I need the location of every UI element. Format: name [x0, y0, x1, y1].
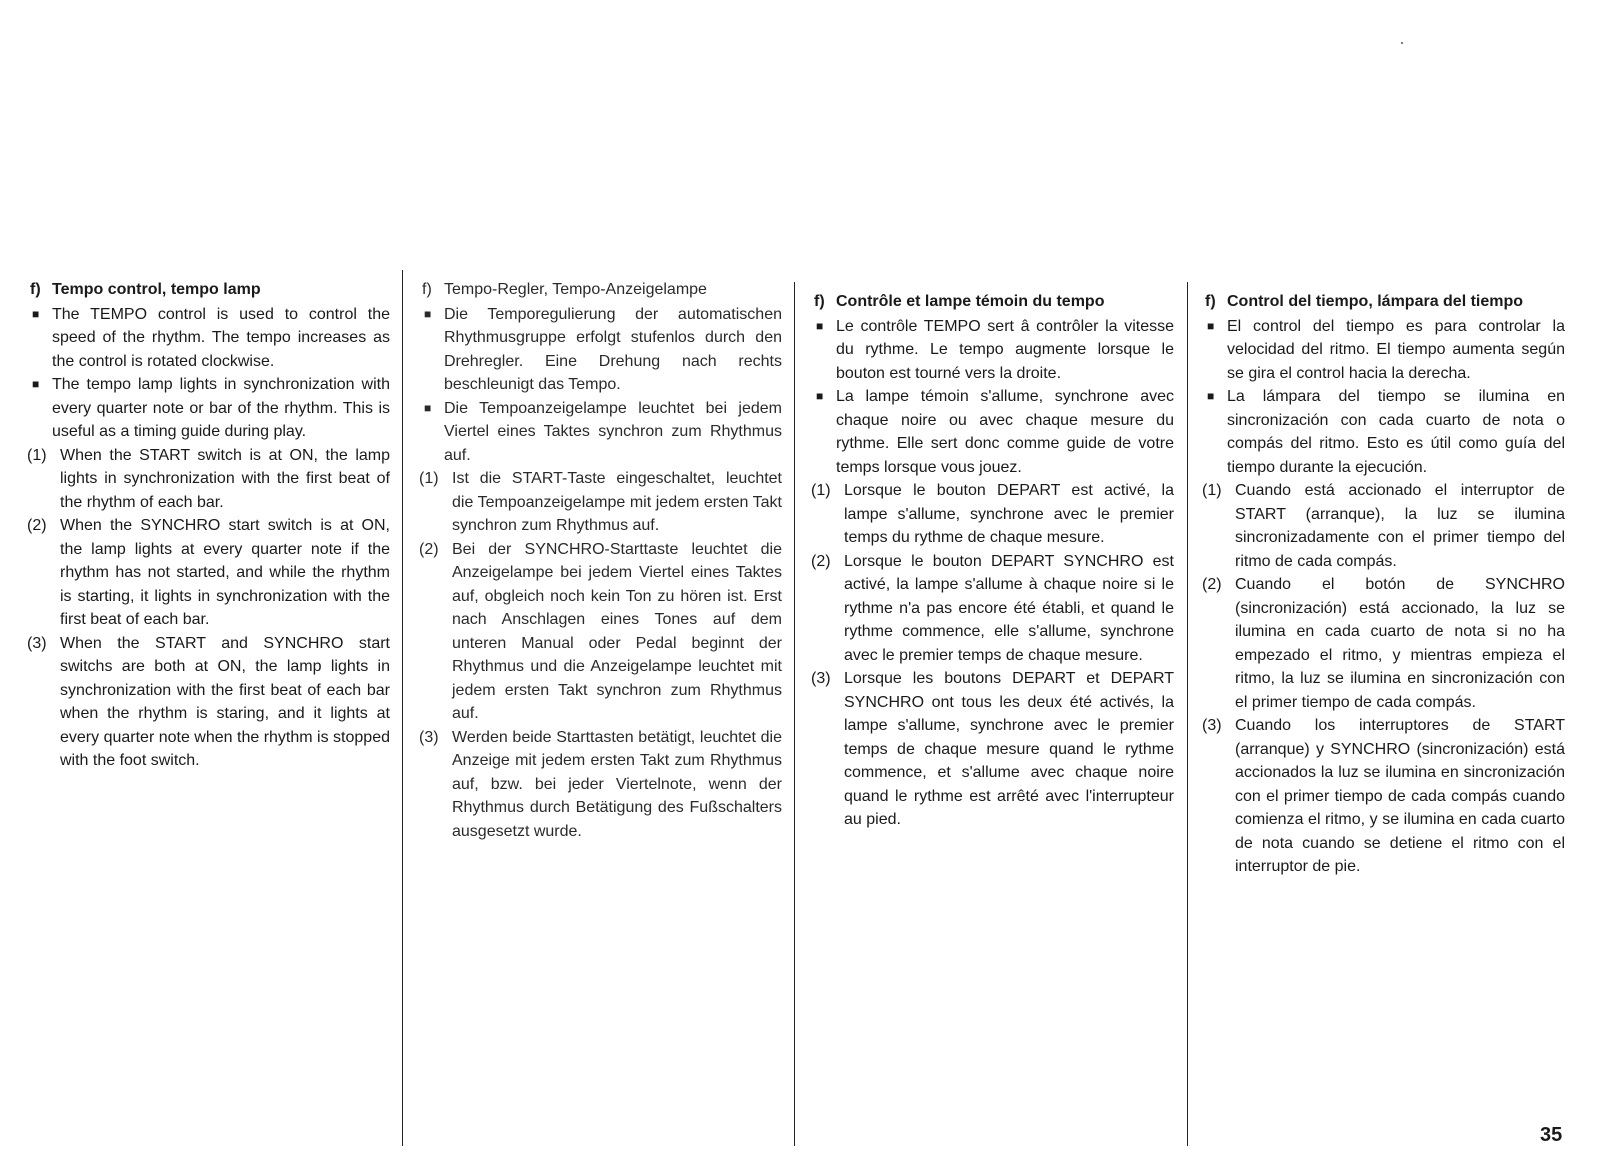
- bullet-item: [30, 303, 390, 374]
- bullet-square-icon: ■: [32, 377, 40, 391]
- item-text: The TEMPO control is used to control the speed of the rhythm. The tempo increases as the control is rotated clockwise.: [52, 305, 390, 370]
- item-text: Lorsque les boutons DEPART et DEPART SYNCHRO ont tous les deux été activés, la lampe s'allume, synchrone avec le premier temps de chaque mesure quand le rythme commence, et s'allume avec chaque noire quand le rythme est arrêté avec l'interrupteur au pied.: [844, 670, 1174, 828]
- section-heading: [30, 278, 390, 302]
- numbered-item: [419, 467, 782, 538]
- bullet-item: [30, 373, 390, 444]
- item-number: (3): [811, 670, 831, 687]
- item-number: (1): [419, 470, 439, 487]
- heading-text: Contrôle et lampe témoin du tempo: [836, 293, 1105, 310]
- item-text: The tempo lamp lights in synchronization with every quarter note or bar of the rhythm. This is useful as a timing guide during play.: [52, 376, 390, 440]
- numbered-item: [1202, 573, 1565, 714]
- numbered-item: [1202, 714, 1565, 879]
- item-number: (3): [1202, 717, 1222, 734]
- heading-marker: f): [814, 293, 825, 310]
- bullet-item: [814, 315, 1174, 386]
- item-text: Lorsque le bouton DEPART SYNCHRO est activé, la lampe s'allume à chaque noire si le rythme n'a pas encore été établi, et quand le rythme commence, elle s'allume, synchrone avec le premier temps de chaque mesure.: [844, 552, 1174, 664]
- heading-marker: f): [1205, 293, 1216, 310]
- column-spanish: [1202, 290, 1565, 879]
- scan-speck: [1401, 42, 1403, 44]
- item-number: (1): [811, 482, 831, 499]
- item-text: Werden beide Starttasten betätigt, leuchtet die Anzeige mit jedem ersten Takt zum Rhythmus auf, bzw. bei jeder Viertelnote, wenn der Rhythmus durch Betätigung des Fußschalters ausgesetzt wurde.: [452, 728, 782, 840]
- bullet-item: [1205, 315, 1565, 386]
- item-number: (3): [419, 728, 439, 746]
- heading-marker: f): [30, 281, 41, 298]
- bullet-item: [1205, 385, 1565, 479]
- section-heading: [814, 290, 1174, 314]
- bullet-square-icon: ■: [424, 306, 432, 321]
- item-number: (2): [27, 517, 47, 534]
- numbered-item: [1202, 479, 1565, 573]
- bullet-item: [422, 303, 782, 397]
- item-text: Die Temporegulierung der automatischen Rhythmusgruppe erfolgt stufenlos durch den Drehregler. Eine Drehung nach rechts beschleunigt das Tempo.: [444, 305, 782, 393]
- item-number: (1): [1202, 482, 1222, 499]
- bullet-item: [814, 385, 1174, 479]
- numbered-item: [419, 726, 782, 844]
- item-text: Cuando los interruptores de START (arranque) y SYNCHRO (sincronización) está accionados la luz se ilumina en sincronización con el primer tiempo de cada compás cuando comienza el ritmo, y se ilumina en cada cuarto de nota cuando se detiene el ritmo con el interruptor de pie.: [1235, 717, 1565, 875]
- bullet-square-icon: ■: [1207, 389, 1215, 403]
- heading-text: Tempo control, tempo lamp: [52, 281, 261, 298]
- item-text: La lampe témoin s'allume, synchrone avec chaque noire ou avec chaque mesure du rythme. Elle sert donc comme guide de votre temps lorsque vous jouez.: [836, 388, 1174, 476]
- bullet-square-icon: ■: [816, 389, 824, 403]
- item-text: Le contrôle TEMPO sert â contrôler la vitesse du rythme. Le tempo augmente lorsque le bouton est tourné vers la droite.: [836, 317, 1174, 382]
- numbered-item: [27, 632, 390, 773]
- column-german: [419, 278, 782, 843]
- bullet-item: [422, 397, 782, 468]
- column-divider: [794, 282, 795, 1146]
- item-text: When the START switch is at ON, the lamp lights in synchronization with the first beat of the rhythm of each bar.: [60, 446, 390, 511]
- bullet-square-icon: ■: [424, 400, 432, 415]
- section-heading: [1205, 290, 1565, 314]
- column-divider: [402, 270, 403, 1146]
- item-text: Cuando el botón de SYNCHRO (sincronización) está accionado, la luz se ilumina en cada cuarto de nota si no ha empezado el ritmo, y mientras empieza el ritmo, la luz se ilumina en sincronización con el primer tiempo de cada compás.: [1235, 576, 1565, 711]
- column-english: [27, 278, 390, 773]
- bullet-square-icon: ■: [816, 318, 824, 333]
- item-text: El control del tiempo es para controlar la velocidad del ritmo. El tiempo aumenta según se gira el control hacia la derecha.: [1227, 317, 1565, 382]
- bullet-square-icon: ■: [1207, 318, 1215, 333]
- item-number: (3): [27, 634, 47, 652]
- item-text: When the SYNCHRO start switch is at ON, the lamp lights at every quarter note if the rhythm has not started, and while the rhythm is starting, it lights in synchronization with the first beat of each bar.: [60, 517, 390, 628]
- item-number: (2): [811, 552, 831, 570]
- item-text: Ist die START-Taste eingeschaltet, leuchtet die Tempoanzeigelampe mit jedem ersten Takt synchron zum Rhythmus auf.: [452, 470, 782, 534]
- numbered-item: [811, 550, 1174, 668]
- item-text: Die Tempoanzeigelampe leuchtet bei jedem Viertel eines Taktes synchron zum Rhythmus auf.: [444, 399, 782, 464]
- heading-marker: f): [422, 281, 432, 298]
- item-text: Bei der SYNCHRO-Starttaste leuchtet die Anzeigelampe bei jedem Viertel eines Taktes auf, obgleich noch kein Ton zu hören ist. Erst nach Anschlagen eines Tones auf dem unteren Manual oder Pedal beginnt der Rhythmus und die Anzeigelampe leuchtet mit jedem ersten Takt synchron zum Rhythmus auf.: [452, 540, 782, 722]
- page-number: 35: [1540, 1124, 1563, 1146]
- item-text: La lámpara del tiempo se ilumina en sincronización con cada cuarto de nota o compás del ritmo. Esto es útil como guía del tiempo durante la ejecución.: [1227, 388, 1565, 476]
- item-text: Cuando está accionado el interruptor de START (arranque), la luz se ilumina sincronizadamente con el primer tiempo del ritmo de cada compás.: [1235, 482, 1565, 570]
- heading-text: Tempo-Regler, Tempo-Anzeigelampe: [444, 281, 707, 298]
- numbered-item: [811, 667, 1174, 832]
- numbered-item: [27, 444, 390, 515]
- item-number: (2): [1202, 576, 1222, 593]
- item-text: Lorsque le bouton DEPART est activé, la lampe s'allume, synchrone avec le premier temps du rythme de chaque mesure.: [844, 482, 1174, 546]
- numbered-item: [27, 514, 390, 632]
- numbered-item: [811, 479, 1174, 550]
- column-french: [811, 290, 1174, 832]
- section-heading: [422, 278, 782, 302]
- item-number: (1): [27, 446, 47, 464]
- column-divider: [1187, 282, 1188, 1146]
- bullet-square-icon: ■: [32, 306, 40, 321]
- numbered-item: [419, 538, 782, 726]
- item-text: When the START and SYNCHRO start switchs are both at ON, the lamp lights in synchronization with the first beat of each bar when the rhythm is staring, and it lights at every quarter note when the rhythm is stopped with the foot switch.: [60, 634, 390, 769]
- heading-text: Control del tiempo, lámpara del tiempo: [1227, 293, 1524, 310]
- item-number: (2): [419, 540, 439, 558]
